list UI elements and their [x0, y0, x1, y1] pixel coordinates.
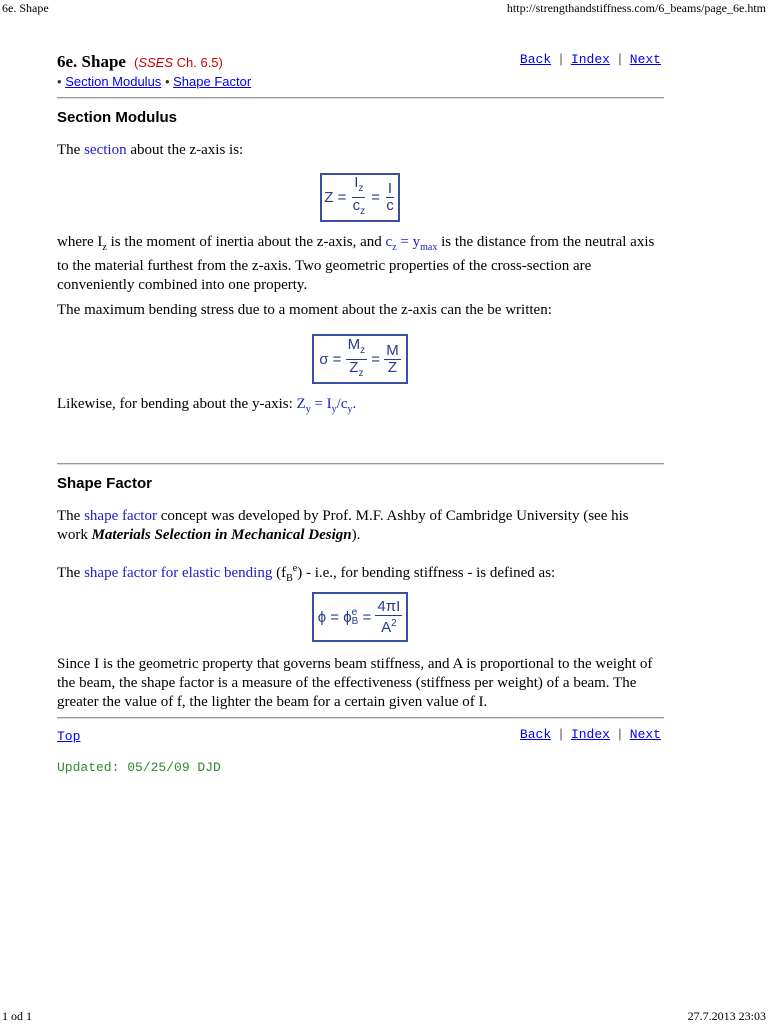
shape-factor-intro: The shape factor concept was developed by Prof. M.F. Ashby of Cambridge University (see his work Materials Selection in Mechanical Design). [57, 508, 629, 543]
elastic-bending-link[interactable]: shape factor for elastic bending [84, 565, 273, 581]
shape-factor-heading: Shape Factor [57, 475, 153, 492]
print-url: http://strengthandstiffness.com/6_beams/page_6e.htm [506, 1, 766, 15]
page-content [57, 52, 664, 775]
index-link-bottom[interactable]: Index [570, 727, 610, 742]
divider-middle [57, 463, 664, 465]
top-link[interactable]: Top [57, 729, 81, 744]
section-modulus-heading: Section Modulus [57, 109, 177, 126]
updated-date: Updated: 05/25/09 DJD [57, 760, 221, 775]
bending-stress-equation: σ = $\frac{M_z}{Z_z}$ = $\frac{M}{Z}$ [312, 334, 408, 384]
book-ref-chapter: Ch. 6.5 [176, 55, 219, 70]
page-title: 6e. Shape [57, 52, 126, 71]
bottom-nav-row [57, 727, 664, 745]
shape-factor-equation: ϕ = ϕ e B = $\frac{4\pi I}{A^2}$ [312, 592, 408, 642]
section-modulus-link[interactable]: Section Modulus [65, 74, 162, 89]
bottom-nav: Back | Index | Next [519, 727, 661, 742]
print-page-title: 6e. Shape [2, 1, 49, 15]
shape-factor-explanation: Since I is the geometric property that governs beam stiffness, and A is proportional to the weight of the beam, the shape factor is a measure of the effectiveness (stiffness per weight) of a beam. The greater the value of f, the lighter the beam for a certain given value of I. [57, 656, 653, 710]
book-reference: (SSES Ch. 6.5) [133, 55, 223, 70]
print-datetime: 27.7.2013 23:03 [687, 1009, 766, 1023]
divider-top [57, 97, 664, 99]
elastic-shape-factor-intro: The shape factor for elastic bending $(f_B^e) - i.e$., for bending stiffness - is defined as: [57, 563, 556, 584]
section-links: • Section Modulus • Shape Factor [57, 74, 252, 89]
section-modulus-equation: Z = $\frac{I_z}{c_z}$ = $\frac{I}{c}$ [320, 173, 400, 222]
shape-factor-link[interactable]: Shape Factor [173, 74, 252, 89]
next-link-bottom[interactable]: Next [629, 727, 661, 742]
divider-bottom [57, 717, 664, 719]
top-nav: Back | Index | Next [519, 52, 661, 67]
next-link[interactable]: Next [629, 52, 661, 67]
section-modulus-explanation: where $I_z$ is the moment of inertia about the z-axis, and $c_z = y_{max}$ is the distance from the neutral axis to the material furthest from the z-axis. Two geometric properties of the cross-section are conveniently combined into one property. [57, 234, 655, 293]
bending-stress-intro: The maximum bending stress due to a moment about the z-axis can the be written: [57, 302, 552, 318]
y-axis-note: Likewise, for bending about the y-axis: $Z_y = I_y/c_y$. [57, 396, 357, 415]
shape-factor-term-link[interactable]: shape factor [84, 508, 157, 524]
back-link[interactable]: Back [519, 52, 552, 67]
section-term-link[interactable]: section [84, 142, 127, 158]
section-modulus-intro: The section about the z-axis is: [57, 142, 244, 158]
back-link-bottom[interactable]: Back [519, 727, 552, 742]
title-row [57, 52, 664, 74]
print-page-number: 1 od 1 [2, 1009, 32, 1023]
book-ref-label: SSES [138, 55, 173, 70]
print-header [0, 0, 768, 20]
index-link[interactable]: Index [570, 52, 610, 67]
book-title: Materials Selection in Mechanical Design [91, 527, 352, 543]
